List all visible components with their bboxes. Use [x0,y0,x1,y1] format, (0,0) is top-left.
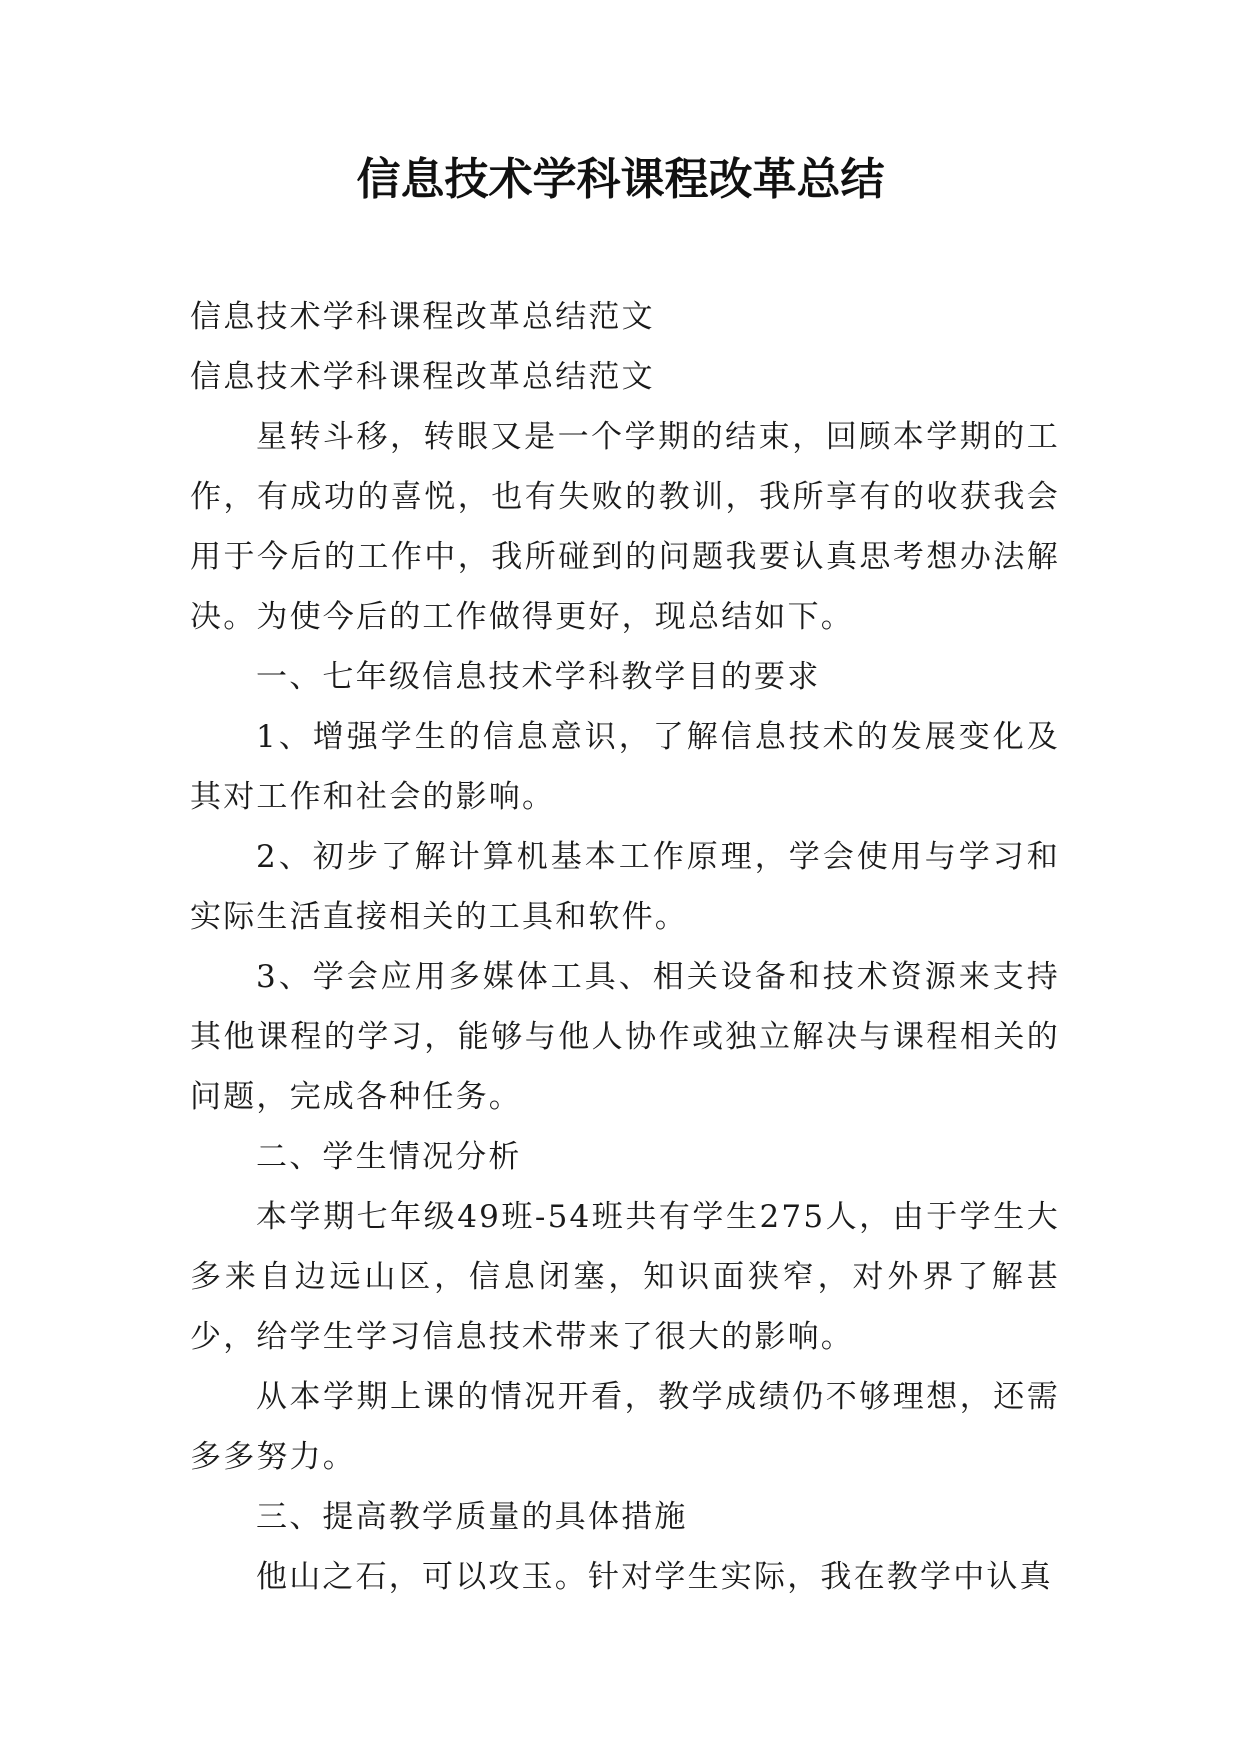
section-heading: 三、提高教学质量的具体措施 [256,1499,688,1535]
document-title: 信息技术学科课程改革总结 [356,154,885,205]
document-body [190,287,1060,1607]
subtitle-line: 信息技术学科课程改革总结范文 [190,299,655,335]
list-item: 2、初步了解计算机基本工作原理，学会使用与学习和实际生活直接相关的工具和软件。 [190,839,1060,935]
subtitle-line: 信息技术学科课程改革总结范文 [190,359,655,395]
list-item: 1、增强学生的信息意识，了解信息技术的发展变化及其对工作和社会的影响。 [190,719,1060,815]
body-paragraph: 本学期七年级49班-54班共有学生275人，由于学生大多来自边远山区，信息闭塞，知识面狭窄，对外界了解甚少，给学生学习信息技术带来了很大的影响。 [190,1199,1060,1355]
list-item: 3、学会应用多媒体工具、相关设备和技术资源来支持其他课程的学习，能够与他人协作或独立解决与课程相关的问题，完成各种任务。 [190,959,1060,1115]
body-paragraph: 他山之石，可以攻玉。针对学生实际，我在教学中认真 [256,1559,1053,1595]
section-heading: 二、学生情况分析 [256,1139,522,1175]
section-heading: 一、七年级信息技术学科教学目的要求 [256,659,821,695]
body-paragraph: 从本学期上课的情况开看，教学成绩仍不够理想，还需多多努力。 [190,1379,1060,1475]
intro-paragraph: 星转斗移，转眼又是一个学期的结束，回顾本学期的工作，有成功的喜悦，也有失败的教训，我所享有的收获我会用于今后的工作中，我所碰到的问题我要认真思考想办法解决。为使今后的工作做得更好，现总结如下。 [190,419,1060,635]
